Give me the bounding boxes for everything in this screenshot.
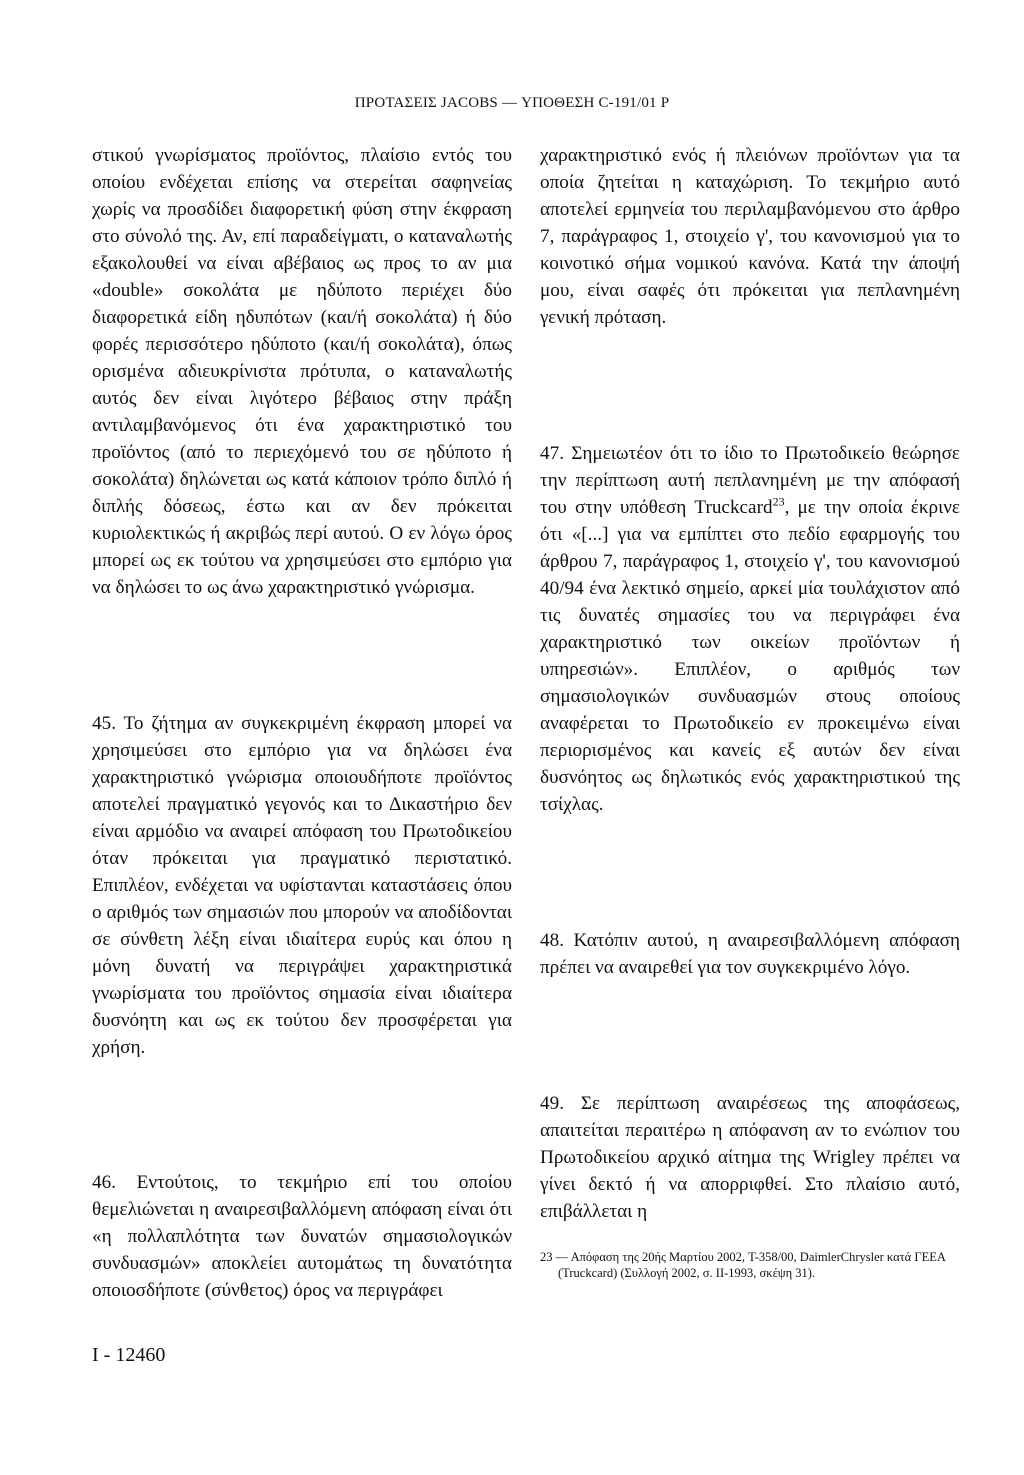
footnote-text: Απόφαση της 20ής Μαρτίου 2002, T-358/00, DaimlerChrysler κατά ΓΕΕΑ (Truckcard) (Συλλογή 2002, σ. II-1993, σκέψη 31). [558, 1250, 946, 1280]
paragraph-47-text-b: , με την οποία έκρινε ότι «[...] για να εμπίπτει στο πεδίο εφαρμογής του άρθρου 7, παράγραφος 1, στοιχείο γ', του κανονισμού 40/94 ένα λεκτικό σημείο, αρκεί μία τουλάχιστον από τις δυνατές σημασίες του να περιγράφει ένα χαρακτηριστικό των οικείων προϊόντων ή υπηρεσιών». Επιπλέον, ο αριθμός των σημασιολογικών συνδυασμών στους οποίους αναφέρεται το Πρωτοδικείο εν προκειμένω είναι περιορισμένος και κανείς εξ αυτών δεν είναι δυσνόητος ως δηλωτικός ενός χαρακτηριστικού της τσίχλας. [540, 497, 960, 815]
paragraph-46: 46. Εντούτοις, το τεκμήριο επί του οποίου θεμελιώνεται η αναιρεσιβαλλόμενη απόφαση είναι ότι «η πολλαπλότητα των δυνατών σημασιολογικών συνδυασμών» αποκλείει αυτομάτως τη δυνατότητα οποιοσδήποτε (σύνθετος) όρος να περιγράφει [92, 1172, 512, 1301]
page-number: I - 12460 [92, 1344, 166, 1366]
left-column [92, 142, 512, 1304]
paragraph-47-text-a: 47. Σημειωτέον ότι το ίδιο το Πρωτοδικείο θεώρησε την περίπτωση αυτή πεπλανημένη με την απόφασή του στην υπόθεση Truckcard [540, 443, 960, 518]
paragraph-45: 45. Το ζήτημα αν συγκεκριμένη έκφραση μπορεί να χρησιμεύσει στο εμπόριο για να δηλώσει ένα χαρακτηριστικό γνώρισμα οποιουδήποτε προϊόντος αποτελεί πραγματικό γεγονός και το Δικαστήριο δεν είναι αρμόδιο να αναιρεί απόφαση του Πρωτοδικείου όταν πρόκειται για πραγματικό περιστατικό. Επιπλέον, ενδέχεται να υφίστανται καταστάσεις όπου ο αριθμός των σημασιών που μπορούν να αποδίδονται σε σύνθετη λέξη είναι ιδιαίτερα ευρύς και όπου η μόνη δυνατή να περιγράψει χαρακτηριστικά γνωρίσματα του προϊόντος σημασία είναι ιδιαίτερα δυσνόητη και ως εκ τούτου δεν προσφέρεται για χρήση. [92, 713, 512, 1058]
footnote-23 [540, 1249, 978, 1281]
paragraph-49: 49. Σε περίπτωση αναιρέσεως της αποφάσεως, απαιτείται περαιτέρω η απόφανση αν το ενώπιον του Πρωτοδικείου αρχικό αίτημα της Wrigley πρέπει να γίνει δεκτό ή να απορριφθεί. Στο πλαίσιο αυτό, επιβάλλεται η [540, 1093, 960, 1222]
footnote-reference-23[interactable]: 23 [772, 494, 785, 509]
paragraph-continuation-right: χαρακτηριστικό ενός ή πλειόνων προϊόντων για τα οποία ζητείται η καταχώριση. Το τεκμήριο αυτό αποτελεί ερμηνεία του περιλαμβανόμενου στο άρθρο 7, παράγραφος 1, στοιχείο γ', του κανονισμού για το κοινοτικό σήμα νομικού κανόνα. Κατά την άποψή μου, είναι σαφές ότι πρόκειται για πεπλανημένη γενική πρόταση. [540, 145, 960, 328]
paragraph-48: 48. Κατόπιν αυτού, η αναιρεσιβαλλόμενη απόφαση πρέπει να αναιρεθεί για τον συγκεκριμένο λόγο. [540, 930, 960, 978]
paragraph-continuation-left: στικού γνωρίσματος προϊόντος, πλαίσιο εντός του οποίου ενδέχεται επίσης να στερείται σαφηνείας χωρίς να προσδίδει διαφορετική φύση στην έκφραση στο σύνολό της. Αν, επί παραδείγματι, ο καταναλωτής εξακολουθεί να είναι αβέβαιος ως προς το αν μια «double» σοκολάτα με ηδύποτο περιέχει δύο διαφορετικά είδη ηδυπότων (και/ή σοκολάτα) ή δύο φορές περισσότερο ηδύποτο (και/ή σοκολάτα), όπως ορισμένα αδιευκρίνιστα πρότυπα, ο καταναλωτής αυτός δεν είναι λιγότερο βέβαιος στην πράξη αντιλαμβανόμενος ότι ένα χαρακτηριστικό του προϊόντος (από το περιεχόμενό του σε ηδύποτο ή σοκολάτα) δηλώνεται ως κατά κάποιον τρόπο διπλό ή διπλής δόσεως, έστω και αν δεν πρόκειται κυριολεκτικώς ή ακριβώς περί αυτού. Ο εν λόγω όρος μπορεί ως εκ τούτου να χρησιμεύσει στο εμπόριο για να δηλώσει το ως άνω χαρακτηριστικό γνώρισμα. [92, 145, 512, 598]
footnote-marker: 23 — [540, 1250, 569, 1264]
paragraph-47 [540, 440, 960, 818]
running-header: ΠΡΟΤΑΣΕΙΣ JACOBS — ΥΠΟΘΕΣΗ C-191/01 P [354, 95, 670, 111]
right-column [540, 142, 960, 1225]
